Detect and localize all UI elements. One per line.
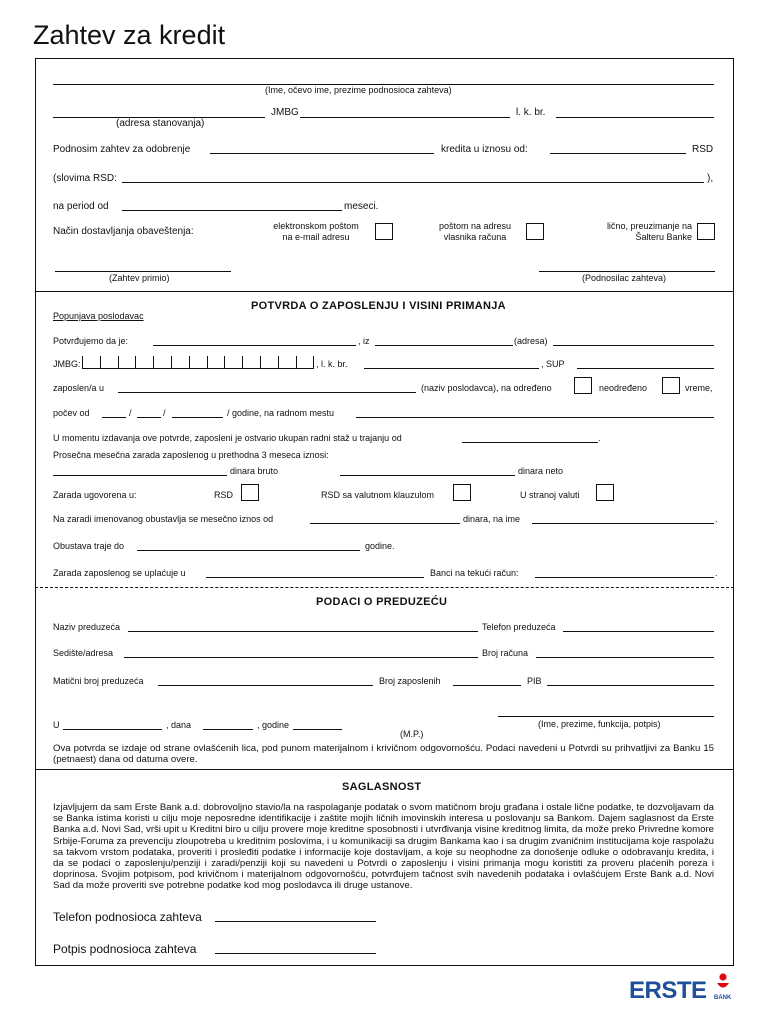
received-hint: (Zahtev primio)	[109, 273, 170, 283]
consent-heading: SAGLASNOST	[342, 781, 422, 793]
company-heading: PODACI O PREDUZEĆU	[316, 596, 448, 608]
start-month-field[interactable]	[137, 417, 161, 418]
bank-checkbox[interactable]	[697, 223, 715, 240]
lk-label: l. k. br.	[516, 107, 546, 118]
salary-agreed-label: Zarada ugovorena u:	[53, 490, 137, 500]
account-dot: .	[715, 568, 718, 578]
tenure-label: U momentu izdavanja ove potvrde, zaposleni je ostvario ukupan radni staž u trajanju od	[53, 433, 402, 443]
start-year-field[interactable]	[172, 417, 223, 418]
email-option-line2: na e-mail adresu	[282, 232, 350, 242]
period-label: na period od	[53, 201, 109, 212]
currency-label: RSD	[692, 144, 714, 155]
address-hint: (adresa stanovanja)	[116, 118, 205, 129]
rsd-checkbox[interactable]	[241, 484, 259, 501]
deduction-amount-field[interactable]	[310, 523, 460, 524]
deduction-label: Na zaradi imenovanog obustavlja se mesečno iznos od	[53, 514, 274, 524]
company-name-field[interactable]	[128, 631, 478, 632]
deduction-dot: .	[715, 514, 718, 524]
lk-label-2: , l. k. br.	[316, 359, 348, 369]
employees-label: Broj zaposlenih	[379, 676, 441, 686]
post-option-line2: vlasnika računa	[443, 232, 507, 242]
jmbg-digit-separator	[153, 356, 154, 368]
date-slash-1: /	[129, 408, 132, 418]
rsd-clause-checkbox[interactable]	[453, 484, 471, 501]
address-label: (adresa)	[514, 336, 548, 346]
tenure-field[interactable]	[462, 442, 598, 443]
company-account-field[interactable]	[536, 657, 714, 658]
stamp-label: (M.P.)	[400, 729, 424, 739]
jmbg-digit-separator	[313, 356, 314, 368]
jmbg-digit-separator	[118, 356, 119, 368]
paid-label: Zarada zaposlenog se uplaćuje u	[53, 568, 186, 578]
year-position-label: / godine, na radnom mestu	[227, 408, 335, 418]
applicant-signature-label: Potpis podnosioca zahteva	[53, 942, 197, 956]
employee-lk-field[interactable]	[364, 368, 539, 369]
deduction-purpose-field[interactable]	[532, 523, 714, 524]
company-name-label: Naziv preduzeća	[53, 622, 121, 632]
sup-label: , SUP	[541, 359, 565, 369]
date-slash-2: /	[163, 408, 166, 418]
jmbg-digit-separator	[135, 356, 136, 368]
employee-jmbg-field[interactable]	[82, 368, 314, 369]
employees-field[interactable]	[453, 685, 521, 686]
post-option-line1: poštom na adresu	[438, 221, 512, 231]
current-account-field[interactable]	[535, 577, 714, 578]
jmbg-digit-separator	[82, 356, 83, 368]
fixed-term-checkbox[interactable]	[574, 377, 592, 394]
applicant-signature-field[interactable]	[215, 953, 376, 954]
lasts-label: Obustava traje do	[53, 541, 125, 551]
applicant-phone-label: Telefon podnosioca zahteva	[53, 910, 202, 924]
months-label: meseci.	[344, 201, 379, 212]
company-seat-field[interactable]	[124, 657, 478, 658]
jmbg-field[interactable]	[300, 117, 510, 118]
since-label: počev od	[53, 408, 90, 418]
year-label-2: godine.	[365, 541, 395, 551]
deduction-name-label: dinara, na ime	[463, 514, 521, 524]
amount-label: kredita u iznosu od:	[441, 144, 528, 155]
gross-label: dinara bruto	[230, 466, 279, 476]
rsd-clause-label: RSD sa valutnom klauzulom	[321, 490, 435, 500]
jmbg-digit-separator	[296, 356, 297, 368]
net-label: dinara neto	[518, 466, 564, 476]
confirm-label: Potvrđujemo da je:	[53, 336, 129, 346]
company-reg-label: Matični broj preduzeća	[53, 676, 144, 686]
company-phone-label: Telefon preduzeća	[482, 622, 556, 632]
avg-salary-label: Prosečna mesečna zarada zaposlenog u prethodna 3 meseca iznosi:	[53, 450, 329, 460]
company-reg-field[interactable]	[158, 685, 373, 686]
page-title: Zahtev za kredit	[33, 20, 226, 50]
from-label: , iz	[358, 336, 370, 346]
bank-name-field[interactable]	[206, 577, 424, 578]
bank-option-line1: lično, preuzimanje na	[606, 221, 692, 231]
erste-logo-bank: BANK	[714, 995, 732, 1001]
filled-by-label: Popunjava poslodavac	[53, 311, 144, 321]
company-seat-label: Sedište/adresa	[53, 648, 114, 658]
foreign-label: U stranoj valuti	[520, 490, 580, 500]
time-label: vreme,	[685, 383, 713, 393]
year-label-3: , godine	[257, 720, 290, 730]
employer-label: (naziv poslodavca), na određeno	[421, 383, 552, 393]
email-option-line1: elektronskom poštom	[273, 221, 359, 231]
signer-field[interactable]	[498, 716, 714, 717]
pib-field[interactable]	[547, 685, 714, 686]
post-checkbox[interactable]	[526, 223, 544, 240]
jmbg-digit-separator	[171, 356, 172, 368]
email-checkbox[interactable]	[375, 223, 393, 240]
jmbg-digit-separator	[278, 356, 279, 368]
indefinite-label: neodređeno	[599, 383, 648, 393]
delivery-label: Način dostavljanja obaveštenja:	[53, 226, 194, 237]
pib-label: PIB	[527, 676, 542, 686]
consent-text: Izjavljujem da sam Erste Bank a.d. dobrovoljno stavio/la na raspolaganje podatak o svom matičnom broju građana i ostale lične podatke, te dozvoljavam da se Banka istima koristi u cilju moje neposredne identifikacije i zaštite mojih ličnih imovinskih interesa u poslovanju sa Bankom. Dajem saglasnost da Erste Banka a.d. Novi Sad, vrši upit u Kreditni biro u cilju provere moje kreditne sposobnosti i utvrđivanja visine kreditnog limita, da može preko Privredne komore Srbije-Foruma za prevenciju zloupotreba u kreditnim poslovima, i u komunikaciji sa drugim Bankama kao i sa drugim zvaničnim institucijama koje raspolažu sa takvom vrstom podataka, proveriti i prosleđiti podatke i informacije koje dostavljam, a koje su neophodne za donošenje odluke o odobravanju kredita, i da se podaci o zaposlenju/penziji i zaradi/penziji koji su navedeni u Potvrdi o zaposlenju i visini primanja mogu koristiti za proveru plaćenih poreza i doprinosa. Svojim potpisom, pod krivičnom i materijalnom odgovornošću, potvrđujem tačnost svih navedenih podataka i ovlašćujem Erste Bank a.d. Novi Sad da može proveriti sve potrebne podatke kod mog poslodavca ili druge ustanove.	[53, 802, 714, 892]
start-day-field[interactable]	[102, 417, 126, 418]
section-divider-2	[35, 769, 734, 770]
close-paren: ),	[707, 173, 714, 184]
section-divider-dashed	[35, 587, 734, 588]
employee-address-field[interactable]	[553, 345, 714, 346]
gross-field[interactable]	[53, 475, 227, 476]
tenure-dot: .	[598, 433, 601, 443]
name-hint: (Ime, očevo ime, prezime podnosioca zahteva)	[265, 85, 452, 95]
place-label: U	[53, 720, 60, 730]
foreign-checkbox[interactable]	[596, 484, 614, 501]
day-label: , dana	[166, 720, 192, 730]
submitter-hint: (Podnosilac zahteva)	[582, 273, 667, 283]
employed-label: zaposlen/a u	[53, 383, 105, 393]
jmbg-digit-separator	[189, 356, 190, 368]
jmbg-digit-separator	[207, 356, 208, 368]
section-divider	[35, 291, 734, 292]
employee-city-field[interactable]	[375, 345, 513, 346]
employee-sup-field[interactable]	[577, 368, 714, 369]
employee-name-field[interactable]	[153, 345, 356, 346]
place-field[interactable]	[63, 729, 162, 730]
submitter-signature-field[interactable]	[539, 271, 715, 272]
jmbg-digit-separator	[242, 356, 243, 368]
jmbg-digit-separator	[100, 356, 101, 368]
amount-words-field[interactable]	[122, 182, 704, 183]
employer-field[interactable]	[118, 392, 416, 393]
jmbg-digit-separator	[260, 356, 261, 368]
net-field[interactable]	[340, 475, 515, 476]
received-signature-field[interactable]	[55, 271, 231, 272]
erste-logo: ERSTE	[629, 977, 707, 1004]
words-label: (slovima RSD:	[53, 173, 117, 184]
day-field[interactable]	[203, 729, 253, 730]
applicant-phone-field[interactable]	[215, 921, 376, 922]
deduction-until-field[interactable]	[137, 550, 360, 551]
bank-option-line2: Šalteru Banke	[635, 232, 692, 242]
sign-year-field[interactable]	[293, 729, 342, 730]
amount-field[interactable]	[550, 153, 686, 154]
jmbg-digit-separator	[224, 356, 225, 368]
account-label: Banci na tekući račun:	[430, 568, 519, 578]
jmbg-label: JMBG	[271, 107, 299, 118]
erste-logo-mark-icon	[715, 972, 731, 992]
company-account-label: Broj računa	[482, 648, 529, 658]
period-field[interactable]	[122, 210, 342, 211]
jmbg-label-2: JMBG:	[53, 359, 81, 369]
rsd-label: RSD	[214, 490, 234, 500]
employment-heading: POTVRDA O ZAPOSLENJU I VISINI PRIMANJA	[251, 300, 506, 312]
indefinite-checkbox[interactable]	[662, 377, 680, 394]
credit-type-field[interactable]	[210, 153, 434, 154]
signer-hint: (Ime, prezime, funkcija, potpis)	[538, 719, 661, 729]
request-label: Podnosim zahtev za odobrenje	[53, 144, 191, 155]
validity-note: Ova potvrda se izdaje od strane ovlašćenih lica, pod punom materijalnom i krivičnom odgovornošću. Podaci navedeni u Potvrdi su prihvatljivi za Banku 15 (petnaest) dana od datuma overe.	[53, 743, 714, 766]
lk-field[interactable]	[556, 117, 714, 118]
position-field[interactable]	[356, 417, 714, 418]
company-phone-field[interactable]	[563, 631, 714, 632]
